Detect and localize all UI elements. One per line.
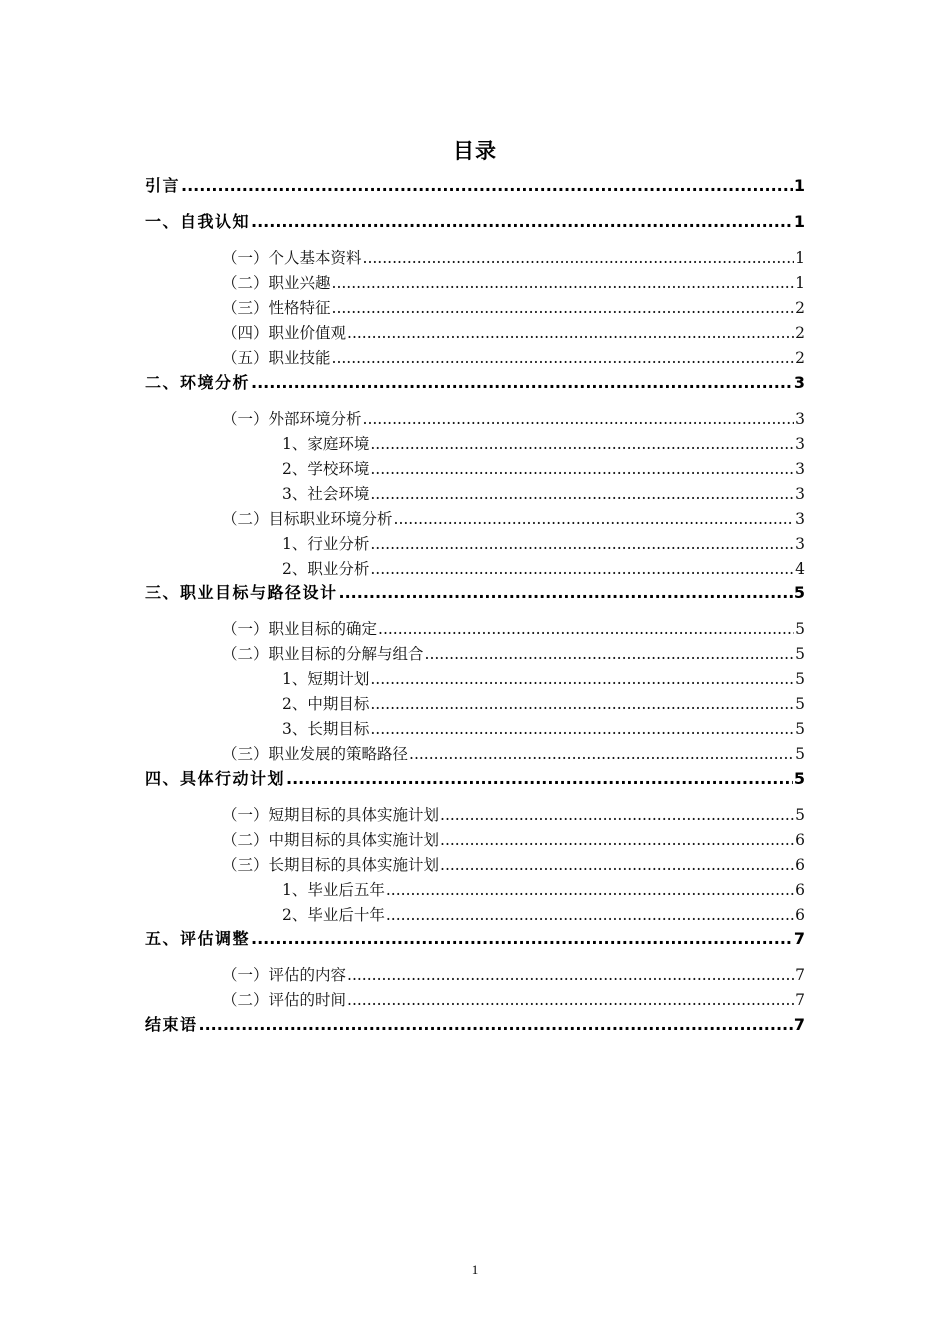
toc-entry-page: 7: [793, 1015, 805, 1034]
toc-leader-dots: [409, 742, 794, 766]
toc-entry-page: 7: [795, 966, 805, 984]
toc-leader-dots: [378, 617, 794, 641]
toc-entry-page: 5: [793, 769, 805, 788]
toc-entry-page: 5: [795, 806, 805, 824]
toc-entry-label: 三、职业目标与路径设计: [145, 583, 338, 602]
toc-leader-dots: [386, 878, 794, 902]
toc-entry[interactable]: [222, 742, 805, 766]
toc-entry-label: 1、短期计划: [282, 670, 370, 688]
toc-leader-dots: [347, 321, 794, 345]
toc-title: 目录: [453, 139, 497, 163]
toc-entry[interactable]: [282, 878, 805, 902]
toc-entry-label: （一）个人基本资料: [222, 249, 362, 267]
toc-leader-dots: [251, 927, 793, 951]
toc-entry-label: 引言: [145, 176, 181, 195]
toc-leader-dots: [386, 903, 794, 927]
toc-leader-dots: [370, 457, 794, 481]
toc-leader-dots: [370, 667, 794, 691]
toc-entry-page: 6: [795, 856, 805, 874]
toc-leader-dots: [370, 532, 794, 556]
toc-leader-dots: [425, 642, 795, 666]
toc-entry-conclusion[interactable]: [145, 1013, 805, 1037]
toc-entry-label: （二）评估的时间: [222, 991, 347, 1009]
toc-leader-dots: [370, 432, 794, 456]
toc-leader-dots: [363, 407, 795, 431]
toc-entry-page: 7: [793, 929, 805, 948]
toc-entry[interactable]: [222, 617, 805, 641]
toc-entry-label: （三）性格特征: [222, 299, 331, 317]
toc-entry-page: 5: [795, 720, 805, 738]
toc-leader-dots: [332, 346, 795, 370]
toc-entry[interactable]: [282, 717, 805, 741]
toc-entry-label: 2、职业分析: [282, 560, 370, 578]
toc-entry-label: （五）职业技能: [222, 349, 331, 367]
toc-entry[interactable]: [222, 803, 805, 827]
toc-leader-dots: [347, 988, 794, 1012]
toc-entry-page: 3: [793, 373, 805, 392]
toc-entry-page: 1: [795, 274, 805, 292]
toc-entry[interactable]: [222, 963, 805, 987]
toc-entry-label: 五、评估调整: [145, 929, 251, 948]
toc-entry-label: 3、社会环境: [282, 485, 370, 503]
toc-entry-page: 6: [795, 906, 805, 924]
toc-leader-dots: [251, 210, 793, 234]
toc-entry-action-plan[interactable]: [145, 767, 805, 791]
toc-entry[interactable]: [222, 271, 805, 295]
toc-entry-label: （二）目标职业环境分析: [222, 510, 393, 528]
toc-leader-dots: [286, 767, 793, 791]
toc-entry[interactable]: [222, 321, 805, 345]
toc-entry-label: （三）职业发展的策略路径: [222, 745, 409, 763]
toc-leader-dots: [347, 963, 794, 987]
toc-entry[interactable]: [222, 246, 805, 270]
toc-entry-page: 5: [795, 645, 805, 663]
toc-entry-page: 1: [793, 212, 805, 231]
toc-entry-label: （一）职业目标的确定: [222, 620, 378, 638]
toc-entry-label: （二）职业兴趣: [222, 274, 331, 292]
toc-entry-environment-analysis[interactable]: [145, 371, 805, 395]
toc-entry[interactable]: [222, 296, 805, 320]
toc-entry-page: 7: [795, 991, 805, 1009]
toc-entry-page: 2: [795, 349, 805, 367]
toc-leader-dots: [440, 803, 794, 827]
toc-entry-page: 3: [795, 410, 805, 428]
toc-entry-label: 1、毕业后五年: [282, 881, 385, 899]
toc-entry-label: 二、环境分析: [145, 373, 251, 392]
toc-entry-label: （二）中期目标的具体实施计划: [222, 831, 440, 849]
toc-leader-dots: [394, 507, 795, 531]
toc-entry-page: 3: [795, 460, 805, 478]
toc-leader-dots: [251, 371, 793, 395]
toc-entry-page: 3: [795, 435, 805, 453]
toc-entry-page: 3: [795, 485, 805, 503]
toc-entry[interactable]: [282, 667, 805, 691]
toc-entry[interactable]: [222, 407, 805, 431]
toc-entry[interactable]: [222, 346, 805, 370]
toc-entry-label: 2、中期目标: [282, 695, 370, 713]
toc-entry-label: 1、家庭环境: [282, 435, 370, 453]
toc-entry-label: 四、具体行动计划: [145, 769, 286, 788]
toc-entry-page: 2: [795, 324, 805, 342]
toc-entry-label: （一）外部环境分析: [222, 410, 362, 428]
toc-entry-label: （三）长期目标的具体实施计划: [222, 856, 440, 874]
toc-entry-page: 6: [795, 881, 805, 899]
toc-entry-page: 4: [795, 560, 805, 578]
toc-entry-label: （四）职业价值观: [222, 324, 347, 342]
toc-entry[interactable]: [282, 903, 805, 927]
toc-entry[interactable]: [222, 507, 805, 531]
toc-leader-dots: [199, 1013, 793, 1037]
toc-entry-label: （二）职业目标的分解与组合: [222, 645, 424, 663]
toc-entry-page: 2: [795, 299, 805, 317]
toc-entry-label: 2、毕业后十年: [282, 906, 385, 924]
toc-leader-dots: [370, 692, 794, 716]
toc-entry-self-awareness[interactable]: [145, 210, 805, 234]
toc-entry-page: 1: [793, 176, 805, 195]
toc-leader-dots: [440, 828, 794, 852]
toc-leader-dots: [370, 557, 794, 581]
toc-entry[interactable]: [282, 482, 805, 506]
toc-entry-page: 3: [795, 535, 805, 553]
toc-entry-page: 5: [793, 583, 805, 602]
toc-entry[interactable]: [282, 692, 805, 716]
toc-leader-dots: [332, 296, 795, 320]
toc-entry-intro[interactable]: [145, 174, 805, 198]
toc-leader-dots: [332, 271, 795, 295]
page-number: 1: [471, 1262, 479, 1277]
toc-entry-label: （一）短期目标的具体实施计划: [222, 806, 440, 824]
toc-entry[interactable]: [282, 457, 805, 481]
toc-entry[interactable]: [222, 642, 805, 666]
toc-entry[interactable]: [222, 853, 805, 877]
toc-entry-evaluation[interactable]: [145, 927, 805, 951]
toc-entry[interactable]: [222, 828, 805, 852]
toc-leader-dots: [339, 581, 793, 605]
toc-entry-page: 3: [795, 510, 805, 528]
toc-entry-label: （一）评估的内容: [222, 966, 347, 984]
toc-entry-label: 3、长期目标: [282, 720, 370, 738]
toc-entry-page: 5: [795, 670, 805, 688]
toc-entry-career-goals[interactable]: [145, 581, 805, 605]
toc-entry[interactable]: [222, 988, 805, 1012]
toc-entry[interactable]: [282, 532, 805, 556]
toc-entry[interactable]: [282, 432, 805, 456]
toc-leader-dots: [370, 717, 794, 741]
toc-entry-label: 一、自我认知: [145, 212, 251, 231]
toc-entry-page: 5: [795, 620, 805, 638]
toc-entry-label: 2、学校环境: [282, 460, 370, 478]
toc-entry-label: 结束语: [145, 1015, 198, 1034]
toc-entry[interactable]: [282, 557, 805, 581]
toc-entry-page: 6: [795, 831, 805, 849]
toc-entry-page: 1: [795, 249, 805, 267]
toc-entry-page: 5: [795, 745, 805, 763]
toc-leader-dots: [363, 246, 795, 270]
toc-entry-page: 5: [795, 695, 805, 713]
toc-entry-label: 1、行业分析: [282, 535, 370, 553]
toc-leader-dots: [181, 174, 793, 198]
toc-leader-dots: [440, 853, 794, 877]
toc-leader-dots: [370, 482, 794, 506]
